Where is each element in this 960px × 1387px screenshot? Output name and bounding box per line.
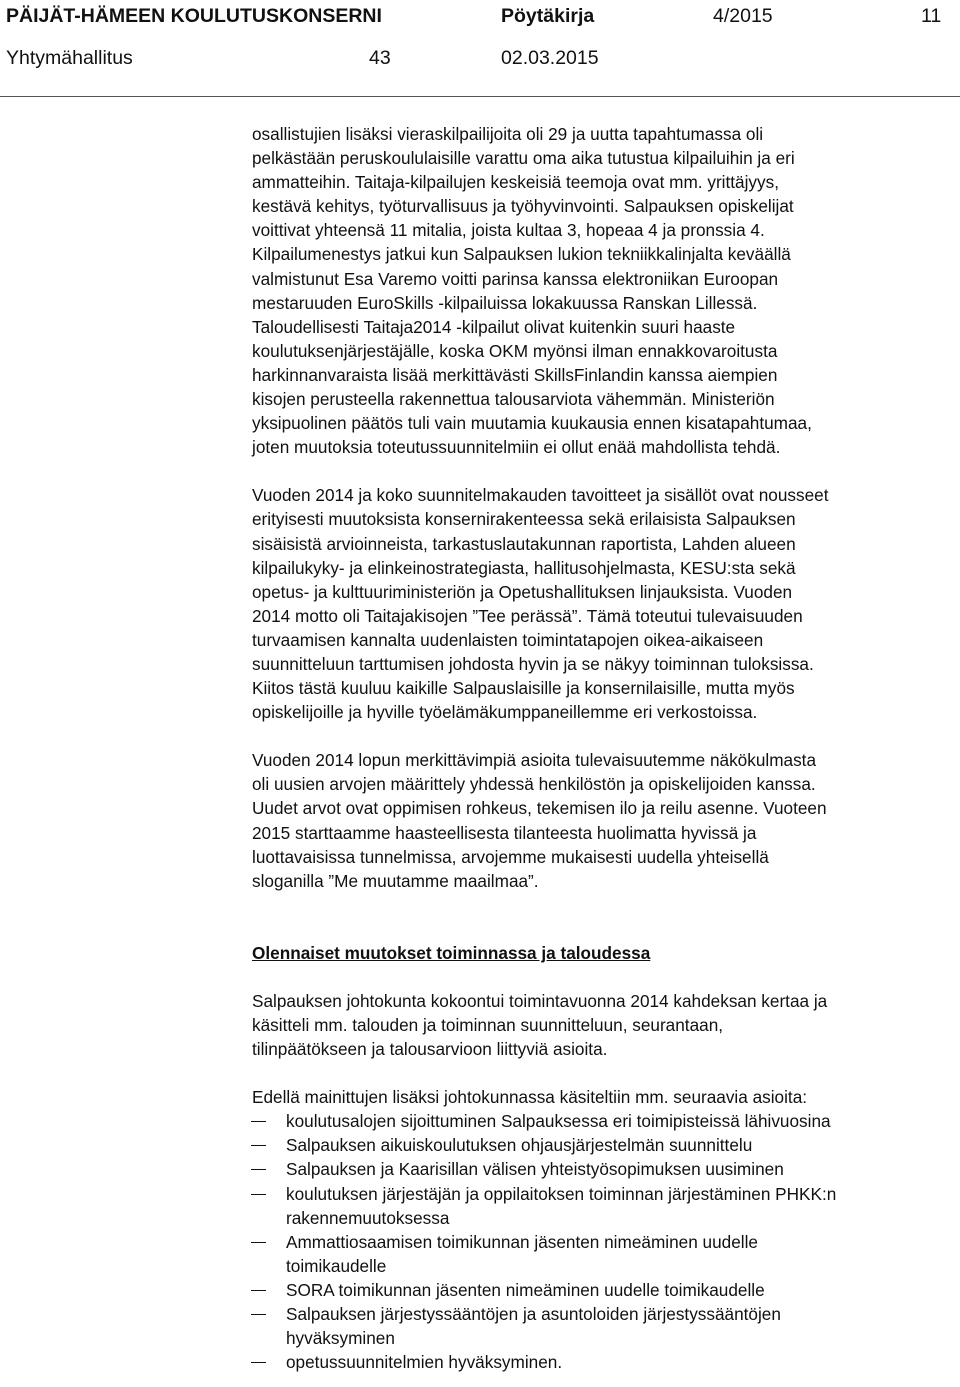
list-item: koulutuksen järjestäjän ja oppilaitoksen toiminnan järjestäminen PHKK:n rakennemuutoksessa	[286, 1183, 837, 1228]
list-item: Salpauksen ja Kaarisillan välisen yhteistyösopimuksen uusiminen	[286, 1159, 784, 1180]
body-paragraph: osallistujien lisäksi vieraskilpailijoita oli 29 ja uutta tapahtumassa oli pelkästään peruskoululaisille varattu oma aika tutustua kilpailuihin ja eri ammatteihin. Taitaja-kilpailujen keskeisiä teemoja ovat mm. yrittäjyys, kestävä kehitys, työturvallisuus ja työhyvinvointi. Salpauksen opiskelijat voittivat yhteensä 11 mitalia, joista kultaa 3, hopeaa 4 ja pronssia 4. Kilpailumenestys jatkui kun Salpauksen lukion tekniikkalinjalta keväällä valmistunut Esa Varemo voitti parinsa kanssa elektroniikan Euroopan mestaruuden EuroSkills -kilpailuissa lokakuussa Ranskan Lillessä. Taloudellisesti Taitaja2014 -kilpailut olivat kuitenkin suuri haaste koulutuksenjärjestäjälle, koska OKM myönsi ilman ennakkovaroitusta harkinnanvaraista lisää merkittävästi SkillsFinlandin kanssa aiempien kisojen perusteella rakennettua talousarviota vähemmän. Ministeriön yksipuolinen päätös tuli vain muutamia kuukausia ennen kisatapahtumaa, joten muutoksia toteutussuunnitelmiin ei ollut enää mahdollista tehdä.	[252, 124, 812, 458]
list-item: Ammattiosaamisen toimikunnan jäsenten nimeäminen uudelle toimikaudelle	[286, 1231, 758, 1276]
page-number: 11	[921, 5, 942, 27]
organization-name: PÄIJÄT-HÄMEEN KOULUTUSKONSERNI	[6, 5, 382, 27]
list-item: Salpauksen järjestyssääntöjen ja asuntoloiden järjestyssääntöjen hyväksyminen	[286, 1304, 781, 1349]
section-number: 43	[369, 47, 391, 69]
body-paragraph: Vuoden 2014 ja koko suunnitelmakauden tavoitteet ja sisällöt ovat nousseet erityisesti muutoksista konsernirakenteessa sekä erilaisista Salpauksen sisäisistä arvioinneista, tarkastuslautakunnan raportista, Lahden alueen kilpailukyky- ja elinkeinostrategiasta, hallitusohjelmasta, KESU:sta sekä opetus- ja kulttuuriministeriön ja Opetushallituksen linjauksista. Vuoden 2014 motto oli Taitajakisojen ”Tee perässä”. Tämä toteutui tulevaisuuden turvaamisen kannalta uudenlaisten toimintatapojen oikea-aikaiseen suunnitteluun tarttumisen johdosta hyvin ja se näkyy toiminnan tuloksissa. Kiitos tästä kuuluu kaikille Salpauslaisille ja konsernilaisille, mutta myös opiskelijoille ja hyville työelämäkumppaneillemme eri verkostoissa.	[252, 485, 829, 723]
governing-body: Yhtymähallitus	[6, 47, 133, 69]
section-heading: Olennaiset muutokset toiminnassa ja taloudessa	[252, 942, 651, 963]
list-item: opetussuunnitelmien hyväksyminen.	[286, 1352, 563, 1373]
meeting-number: 4/2015	[713, 5, 773, 27]
header-divider	[0, 96, 960, 97]
list-intro: Edellä mainittujen lisäksi johtokunnassa käsiteltiin mm. seuraavia asioita:	[252, 1087, 808, 1108]
section-intro: Salpauksen johtokunta kokoontui toimintavuonna 2014 kahdeksan kertaa ja käsitteli mm. talouden ja toiminnan suunnitteluun, seurantaan, tilinpäätökseen ja talousarvioon liittyviä asioita.	[252, 990, 828, 1060]
list-item: Salpauksen aikuiskoulutuksen ohjausjärjestelmän suunnittelu	[286, 1135, 753, 1156]
document-type: Pöytäkirja	[501, 5, 595, 27]
document-body	[252, 122, 957, 1374]
list-item: koulutusalojen sijoittuminen Salpauksessa eri toimipisteissä lähivuosina	[286, 1111, 831, 1132]
agenda-list	[252, 1109, 957, 1374]
meeting-date: 02.03.2015	[501, 47, 599, 69]
list-item: SORA toimikunnan jäsenten nimeäminen uudelle toimikaudelle	[286, 1279, 765, 1300]
body-paragraph: Vuoden 2014 lopun merkittävimpiä asioita tulevaisuutemme näkökulmasta oli uusien arvojen määrittely yhdessä henkilöstön ja opiskelijoiden kanssa. Uudet arvot ovat oppimisen rohkeus, tekemisen ilo ja reilu asenne. Vuoteen 2015 starttaamme haasteellisesta tilanteesta huolimatta hyvissä ja luottavaisissa tunnelmissa, arvojemme mukaisesti uudella yhteisellä sloganilla ”Me muutamme maailmaa”.	[252, 750, 827, 891]
